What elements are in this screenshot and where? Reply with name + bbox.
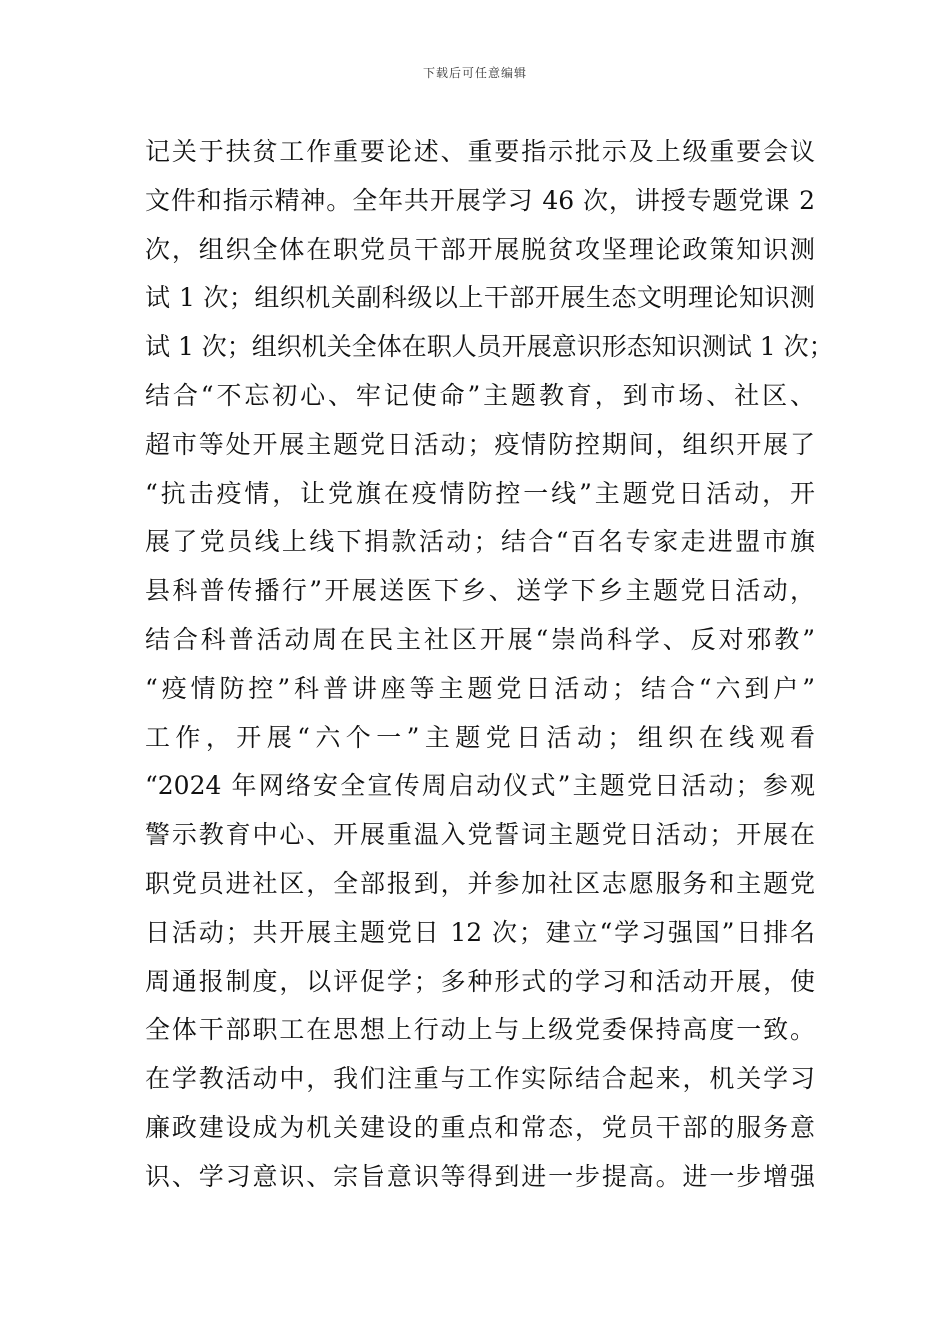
text-line-1: 记关于扶贫工作重要论述、重要指示批示及上级重要会议 — [145, 137, 815, 166]
text-line-15: 警示教育中心、开展重温入党誓词主题党日活动；开展在 — [145, 820, 815, 850]
text-line-11: 结合科普活动周在民主社区开展“崇尚科学、反对邪教” — [145, 624, 815, 654]
text-line-9: 展了党员线上线下捐款活动；结合“百名专家走进盟市旗 — [145, 527, 815, 557]
text-line-17: 日活动；共开展主题党日 12 次；建立“学习强国”日排名 — [145, 917, 815, 947]
document-body — [145, 128, 834, 1202]
text-line-18: 周通报制度，以评促学；多种形式的学习和活动开展，使 — [145, 966, 815, 996]
text-line-3: 次，组织全体在职党员干部开展脱贫攻坚理论政策知识测 — [145, 234, 815, 264]
text-line-7: 超市等处开展主题党日活动；疫情防控期间，组织开展了 — [145, 429, 815, 459]
text-line-6: 结合“不忘初心、牢记使命”主题教育，到市场、社区、 — [145, 380, 815, 410]
text-line-19: 全体干部职工在思想上行动上与上级党委保持高度一致。 — [145, 1015, 815, 1045]
text-line-21: 廉政建设成为机关建设的重点和常态，党员干部的服务意 — [145, 1112, 815, 1142]
text-line-2: 文件和指示精神。全年共开展学习 46 次，讲授专题党课 2 — [145, 185, 815, 215]
text-line-10: 县科普传播行”开展送医下乡、送学下乡主题党日活动， — [145, 576, 815, 606]
text-line-4: 试 1 次；组织机关副科级以上干部开展生态文明理论知识测 — [145, 283, 815, 313]
text-line-5: 试 1 次；组织机关全体在职人员开展意识形态知识测试 1 次； — [145, 332, 834, 362]
text-line-14: “2024 年网络安全宣传周启动仪式”主题党日活动；参观 — [145, 771, 815, 801]
text-line-22: 识、学习意识、宗旨意识等得到进一步提高。进一步增强 — [145, 1161, 815, 1191]
page-header: 下载后可任意编辑 — [422, 66, 527, 80]
text-line-20: 在学教活动中，我们注重与工作实际结合起来，机关学习 — [145, 1064, 815, 1094]
text-line-13: 工作，开展“六个一”主题党日活动；组织在线观看 — [145, 722, 815, 752]
text-line-12: “疫情防控”科普讲座等主题党日活动；结合“六到户” — [145, 673, 815, 703]
text-line-16: 职党员进社区，全部报到，并参加社区志愿服务和主题党 — [145, 868, 815, 898]
text-line-8: “抗击疫情，让党旗在疫情防控一线”主题党日活动，开 — [145, 478, 815, 508]
